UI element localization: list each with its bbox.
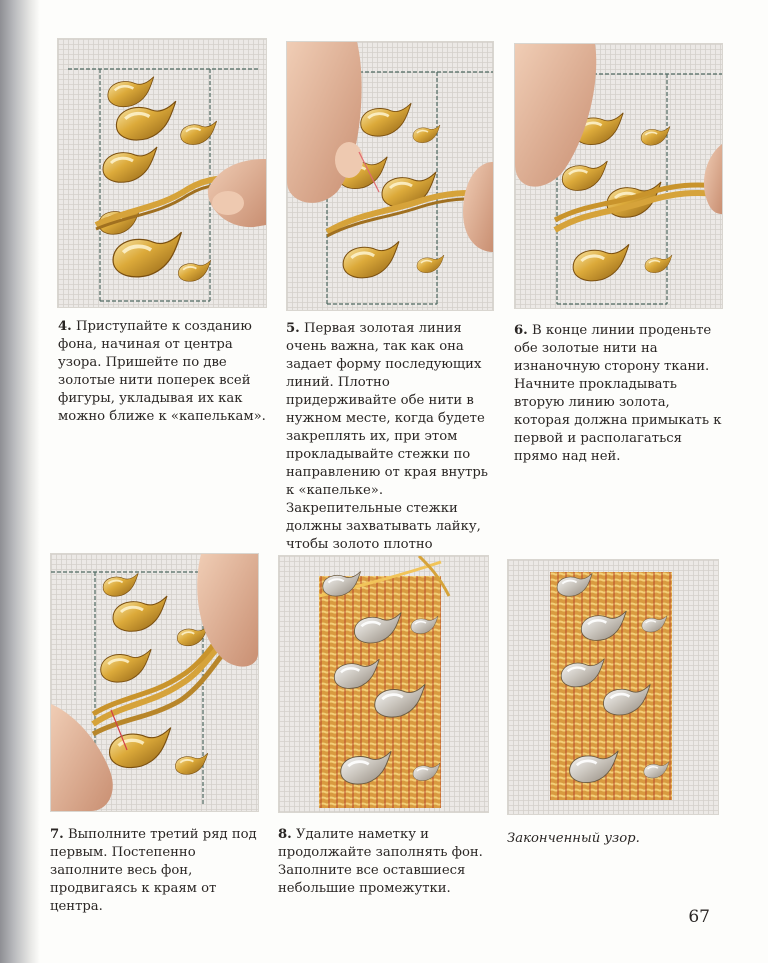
caption-finished-design: Законченный узор. [507, 831, 640, 846]
step-text: Приступайте к созданию фона, начиная от центра узора. Пришейте по две золотые нити поперек всей фигуры, укладывая их как можно ближе к «капелькам». [58, 319, 266, 424]
photo-step-7 [50, 553, 259, 812]
book-gutter-shadow [0, 0, 40, 963]
caption-step-5 [286, 320, 494, 572]
step-number: 4. [58, 319, 72, 334]
photo-step-4 [57, 38, 267, 308]
caption-step-4 [58, 318, 270, 426]
photo-finished-design [507, 559, 719, 815]
step-number: 7. [50, 827, 64, 842]
step-text: Первая золотая линия очень важна, так как она задает форму последующих линий. Плотно придерживайте обе нити в нужном месте, когда будете закреплять их, при этом прокладывайте стежки по направлению от края внутрь к «капельке». Закрепительные стежки должны захватывать лайку, чтобы золото плотно [286, 321, 488, 552]
step-number: 8. [278, 827, 292, 842]
photo-step-5 [286, 41, 494, 311]
step-text: В конце линии проденьте обе золотые нити на изнаночную сторону ткани. Начните прокладывать вторую линию золота, которая должна примыкать к первой и располагаться прямо над ней. [514, 323, 722, 464]
photo-step-6 [514, 43, 723, 309]
caption-step-8 [278, 826, 486, 898]
photo-step-8 [278, 555, 489, 813]
step-text: Удалите наметку и продолжайте заполнять фон. Заполните все оставшиеся небольшие промежутки. [278, 827, 483, 896]
page-number: 67 [688, 907, 710, 927]
step-number: 6. [514, 323, 528, 338]
caption-step-6 [514, 322, 724, 466]
step-text: Выполните третий ряд под первым. Постепенно заполните весь фон, продвигаясь к краям от центра. [50, 827, 257, 914]
step-number: 5. [286, 321, 300, 336]
caption-step-7 [50, 826, 260, 916]
